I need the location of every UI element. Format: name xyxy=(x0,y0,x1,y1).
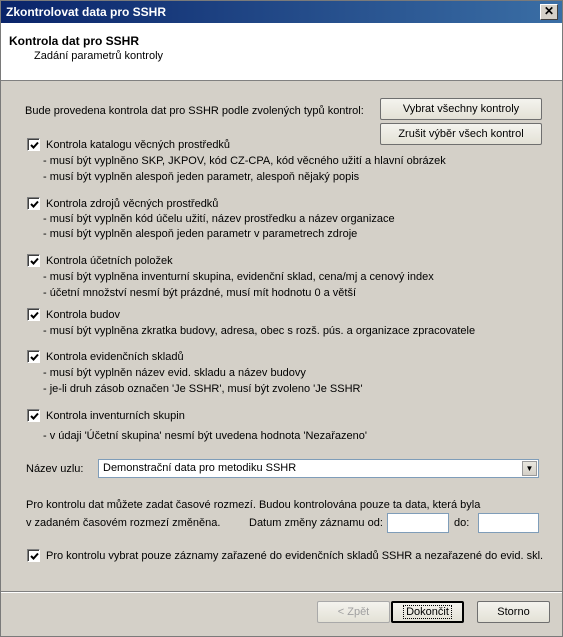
page-title: Kontrola dat pro SSHR xyxy=(9,34,140,48)
footer-separator xyxy=(1,591,562,593)
date-to-input[interactable] xyxy=(478,513,539,533)
catalog-check-detail: - musí být vyplněno SKP, JKPOV, kód CZ-CPA, kód věcného užití a hlavní obrázek xyxy=(43,155,446,167)
finish-button[interactable] xyxy=(391,601,464,623)
dropdown-arrow-icon[interactable]: ▼ xyxy=(522,461,537,476)
checkmark-icon xyxy=(29,199,40,210)
window-title: Zkontrolovat data pro SSHR xyxy=(6,5,167,19)
warehouses-check-checkbox[interactable] xyxy=(27,350,40,363)
date-to-label: do: xyxy=(454,517,470,529)
sources-check-detail: - musí být vyplněn alespoň jeden parametr v parametrech zdroje xyxy=(43,228,358,240)
inventory-groups-check-label[interactable]: Kontrola inventurních skupin xyxy=(46,410,185,422)
intro-text: Bude provedena kontrola dat pro SSHR podle zvolených typů kontrol: xyxy=(25,105,364,117)
sources-check-label[interactable]: Kontrola zdrojů věcných prostředků xyxy=(46,198,219,210)
checkmark-icon xyxy=(29,256,40,267)
time-range-text: Pro kontrolu dat můžete zadat časové rozmezí. Budou kontrolována pouze ta data, která byla xyxy=(26,499,481,511)
checkmark-icon xyxy=(29,551,40,562)
warehouses-check-detail: - musí být vyplněn název evid. skladu a název budovy xyxy=(43,367,306,379)
accounting-check-detail: - účetní množství nesmí být prázdné, musí mít hodnotu 0 a větší xyxy=(43,287,357,299)
cancel-button[interactable]: Storno xyxy=(477,601,550,623)
buildings-check-label[interactable]: Kontrola budov xyxy=(46,309,120,321)
checkmark-icon xyxy=(29,310,40,321)
inventory-groups-check-checkbox[interactable] xyxy=(27,409,40,422)
time-range-text: v zadaném časovém rozmezí změněna. xyxy=(26,517,221,529)
accounting-check-checkbox[interactable] xyxy=(27,254,40,267)
warehouses-check-label[interactable]: Kontrola evidenčních skladů xyxy=(46,351,184,363)
checkmark-icon xyxy=(29,352,40,363)
catalog-check-checkbox[interactable] xyxy=(27,138,40,151)
back-button[interactable]: < Zpět xyxy=(317,601,390,623)
node-label: Název uzlu: xyxy=(26,463,84,475)
warehouses-check-detail: - je-li druh zásob označen 'Je SSHR', musí být zvoleno 'Je SSHR' xyxy=(43,383,363,395)
checkmark-icon xyxy=(29,140,40,151)
page-subtitle: Zadání parametrů kontroly xyxy=(34,50,164,62)
buildings-check-checkbox[interactable] xyxy=(27,308,40,321)
date-from-input[interactable] xyxy=(387,513,449,533)
finish-button-label: Dokončit xyxy=(403,605,452,619)
wizard-header xyxy=(1,23,562,81)
sshr-filter-checkbox[interactable] xyxy=(27,549,40,562)
deselect-all-button[interactable]: Zrušit výběr všech kontrol xyxy=(380,123,542,145)
sshr-filter-label[interactable]: Pro kontrolu vybrat pouze záznamy zařazené do evidenčních skladů SSHR a nezařazené do evid. skl. xyxy=(46,550,544,562)
node-select[interactable] xyxy=(98,459,539,478)
catalog-check-label[interactable]: Kontrola katalogu věcných prostředků xyxy=(46,139,231,151)
catalog-check-detail: - musí být vyplněn alespoň jeden parametr, alespoň nějaký popis xyxy=(43,171,360,183)
sources-check-detail: - musí být vyplněn kód účelu užití, název prostředku a název organizace xyxy=(43,213,395,225)
date-from-label: Datum změny záznamu od: xyxy=(249,517,383,529)
accounting-check-label[interactable]: Kontrola účetních položek xyxy=(46,255,173,267)
node-select-value: Demonstrační data pro metodiku SSHR xyxy=(103,462,297,474)
checkmark-icon xyxy=(29,411,40,422)
close-button[interactable] xyxy=(540,4,558,20)
close-icon: ✕ xyxy=(543,4,555,18)
buildings-check-detail: - musí být vyplněna zkratka budovy, adresa, obec s rozš. pús. a organizace zpracovatele xyxy=(43,325,476,337)
sources-check-checkbox[interactable] xyxy=(27,197,40,210)
select-all-button[interactable]: Vybrat všechny kontroly xyxy=(380,98,542,120)
accounting-check-detail: - musí být vyplněna inventurní skupina, evidenční sklad, cena/mj a cenový index xyxy=(43,271,434,283)
title-bar[interactable] xyxy=(1,1,562,23)
inventory-groups-check-detail: - v údaji 'Účetní skupina' nesmí být uvedena hodnota 'Nezařazeno' xyxy=(43,430,367,442)
